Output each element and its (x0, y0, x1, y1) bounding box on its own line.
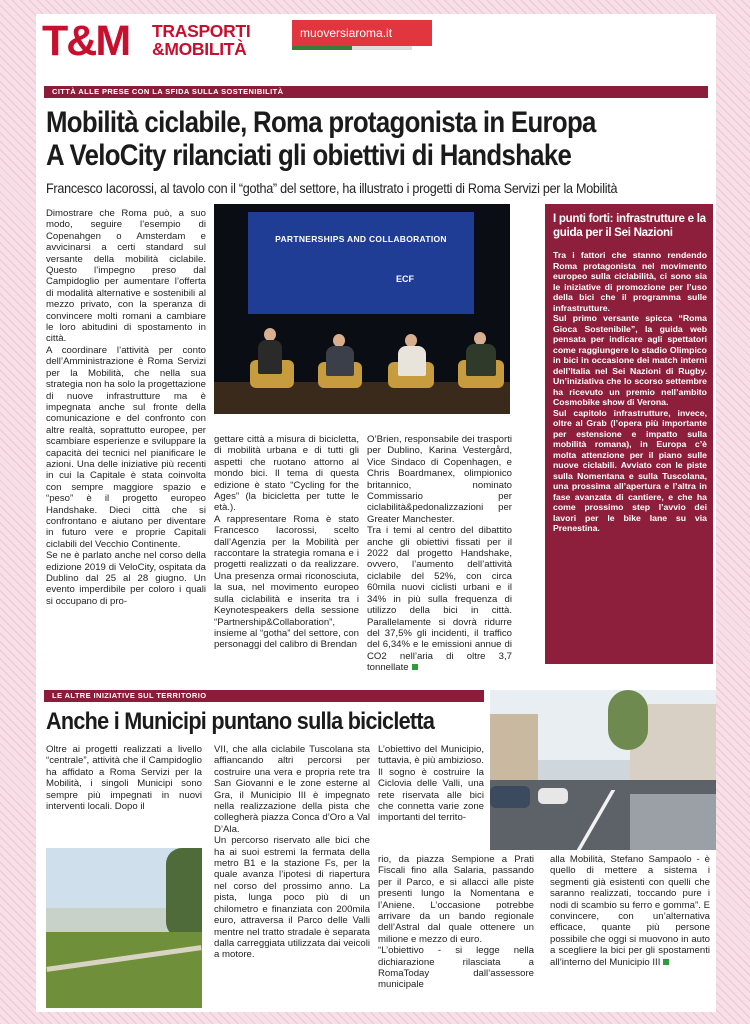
end-mark-icon (412, 664, 418, 670)
article1-column1 (46, 208, 206, 688)
subheadline: Francesco Iacorossi, al tavolo con il “gotha” del settore, ha illustrato i progetti di Roma Servizi per la Mobilità (46, 180, 618, 196)
sidebar-paragraph: Sul capitolo infrastrutture, invece, oltre al Grab (l’opera più importante per estensione e impatto sulla mobilità romana), in Europa c’è molta attenzione per il piano sulle nuove ciclabili. Avviato con le piste sulla Nomentana e sulla Tuscolana, una prossima all’apertura e l’altra in fase avanzata di cantiere, e che ha come prossimo step l’avvio dei lavori per le bike lane su via Prenestina. (553, 407, 707, 533)
site-stripe (292, 46, 412, 50)
speaker (466, 344, 496, 376)
paragraph-text: alla Mobilità, Stefano Sampaolo - è quello di mettere a sistema i segmenti già esistenti con quelli che saranno realizzati, toccando pure i nodi di scambio su ferro e gomma”. E convincere, con un’alternativa efficace, quante più persone possibile che oggi si muovono in auto a scegliere la bici per gli spostamenti all’interno del Municipio III (550, 854, 710, 968)
sidebar-box (545, 204, 713, 664)
headline (46, 106, 618, 172)
sidebar-text (553, 250, 707, 660)
building (490, 714, 538, 784)
article2-column3-top (378, 744, 484, 850)
logo: T&M (42, 17, 130, 65)
park-photo (46, 848, 202, 1008)
panel-photo (214, 204, 510, 414)
sidebar-paragraph: Tra i fattori che stanno rendendo Roma protagonista nel movimento europeo sulla ciclabilità, ci sono sia le iniziative di promozione per l’uso della bici che il programma sulle infrastrutture. (553, 250, 707, 313)
sidebar-paragraph: Sul primo versante spicca “Roma Gioca Sostenibile”, la guida web pensata per indicare agli spettatori come raggiungere lo stadio Olimpico in bici in occasione dei match interni dell’Italia nel Sei Nazioni di Rugby. Un’iniziativa che lo scorso settembre ha ricevuto un premio nell’ambito Cosmobike show di Verona. (553, 313, 707, 407)
paragraph: L’obiettivo del Municipio, tuttavia, è più ambizioso. Il sogno è costruire la Ciclovia delle Valli, una rete riservata alle bici che connetta varie zone importanti del territo- (378, 744, 484, 824)
paragraph: gettare città a misura di bicicletta, di mobilità urbana e di tutti gli aspetti che ruotano attorno al mondo bici. Il tema di questa edizione è stato “Cycling for the Ages” (la bicicletta per tutte le età.). (214, 434, 359, 514)
article2-column4 (550, 854, 710, 1012)
article2-column3-bottom (378, 854, 534, 1012)
bike-lane-photo (490, 690, 716, 850)
paragraph: “L’obiettivo - si legge nella dichiarazione rilasciata a RomaToday dall’assessore municipale (378, 945, 534, 991)
paragraph: A coordinare l’attività per conto dell’Amministrazione è Roma Servizi per la Mobilità, che nella sua strategia non ha solo la progettazione di nuove infrastrutture ma è impegnata anche sul fronte della comunicazione e del confronto con altre realtà, soprattutto europee, per scambiare esperienze e sviluppare la capacità dei tecnici nel pianificare le azioni. Una delle iniziative più recenti in cui la Capitale è stata coinvolta con sempre maggiore spazio e “peso” è il progetto europeo Handshake. Dieci città che si confrontano e aiutano per diventare in futuro vere e proprie Capitali ciclabili del Vecchio Continente. (46, 344, 206, 550)
section-kicker-2: LE ALTRE INIZIATIVE SUL TERRITORIO (44, 690, 484, 702)
article1-column3 (367, 434, 512, 694)
screen-logo: ECF (396, 274, 414, 284)
paragraph: A rappresentare Roma è stato Francesco Iacorossi, scelto dall’Agenzia per la Mobilità per raccontare la strategia romana e i progetti realizzati o da realizzare. Una presenza ormai riconosciuta, la sua, nel movimento europeo sulla ciclabilità e inserita tra i Keynotespeakers della sessione “Partnership&Collaboration”, insieme al “gotha” del settore, con personaggi del calibro di Brendan (214, 513, 359, 651)
paragraph: Se ne è parlato anche nel corso della edizione 2019 di VeloCity, ospitata da Dublino dal 25 al 28 giugno. Un evento imperdibile per coloro i quali si occupano di pro- (46, 550, 206, 607)
paragraph-text: Tra i temi al centro del dibattito anche gli obiettivi fissati per il 2022 dal progetto Handshake, ovvero, l’aumento dell’attività ciclabile del 52%, con circa 60mila nuovi ciclisti urbani e il 34% in più sulla frequenza di utilizzo della bici in città. Parallelamente si dovrà ridurre del 37,5% gli incidenti, il traffico del 6,34% e le emissioni annue di CO2 nell’aria di oltre 3,7 tonnellate (367, 525, 512, 674)
article1-column2 (214, 434, 359, 694)
headline-line1: Mobilità ciclabile, Roma protagonista in Europa (46, 106, 596, 139)
speaker (398, 346, 426, 376)
site-badge[interactable]: muoversiaroma.it (292, 20, 432, 46)
headline-line2: A VeloCity rilanciati gli obiettivi di Handshake (46, 139, 572, 172)
sidewalk (630, 794, 716, 850)
paragraph: Oltre ai progetti realizzati a livello “centrale”, attività che il Campidoglio ha affidato a Roma Servizi per la Mobilità, i singoli Municipi sono sempre più impegnati in nuovi interventi locali. Dopo il (46, 744, 202, 813)
tree (608, 690, 648, 750)
paragraph (550, 854, 710, 968)
publication-title-line2: &MOBILITÀ (152, 39, 247, 59)
publication-title (152, 22, 250, 58)
screen-title: PARTNERSHIPS AND COLLABORATION (275, 234, 447, 244)
paragraph: Un percorso riservato alle bici che ha ai suoi estremi la fermata della metro B1 e la stazione Fs, per la quale avanza l’ipotesi di riapertura nel corso del prossimo anno. La pista, lunga poco più di un chilometro e finanziata con 200mila euro, attraversa il Parco delle Valli mentre nel tratto stradale è separata dalla carreggiata utilizzata dai veicoli a motore. (214, 835, 370, 961)
publication-title-line1: TRASPORTI (152, 21, 251, 41)
paragraph: Dimostrare che Roma può, a suo modo, seguire l’esempio di Copenahgen o Amsterdam e avvicinarsi a certi standard sul versante della mobilità ciclabile. Questo l’impegno preso dal Campidoglio per aumentare l’offerta di modalità alternative e sostenibili al mezzo privato, con la speranza di convincere molti romani a cambiare le loro abitudini di spostamento in città. (46, 208, 206, 345)
lawn (46, 932, 202, 1008)
tree (166, 848, 202, 938)
sidebar-title: I punti forti: infrastrutture e la guida per il Sei Nazioni (553, 212, 706, 239)
speaker (258, 340, 282, 374)
end-mark-icon (663, 959, 669, 965)
projection-screen (248, 212, 474, 314)
paragraph: O’Brien, responsabile dei trasporti per Dublino, Karina Vestergård, Vice Sindaco di Copenhagen, e Chris Boardmanex, olimpionico britannico, nominato Commissario per ciclabilità&pedonalizzazioni per Greater Manchester. (367, 434, 512, 525)
headline-2: Anche i Municipi puntano sulla bicicletta (46, 708, 435, 735)
section-kicker: CITTÀ ALLE PRESE CON LA SFIDA SULLA SOSTENIBILITÀ (44, 86, 708, 98)
paragraph: VII, che alla ciclabile Tuscolana sta affiancando altri percorsi per costruire una vera e propria rete tra San Giovanni e le zone esterne al Gra, il Municipio III è impegnato nella realizzazione della pista che collegherà piazza Conca d’Oro a Val D’Ala. (214, 744, 370, 835)
speaker (326, 346, 354, 376)
article2-column2 (214, 744, 370, 1012)
article2-column1 (46, 744, 202, 844)
newspaper-page (36, 14, 716, 1012)
paragraph: rio, da piazza Sempione a Prati Fiscali fino alla Salaria, passando per il Parco, e si allacci alle piste presenti lungo la Nomentana e l’Aniene. L’occasione potrebbe arrivare da un bando regionale dell’Astral dal quale ottenere un milione e mezzo di euro. (378, 854, 534, 945)
paragraph (367, 525, 512, 673)
parked-car (490, 786, 530, 808)
parked-car (538, 788, 568, 804)
